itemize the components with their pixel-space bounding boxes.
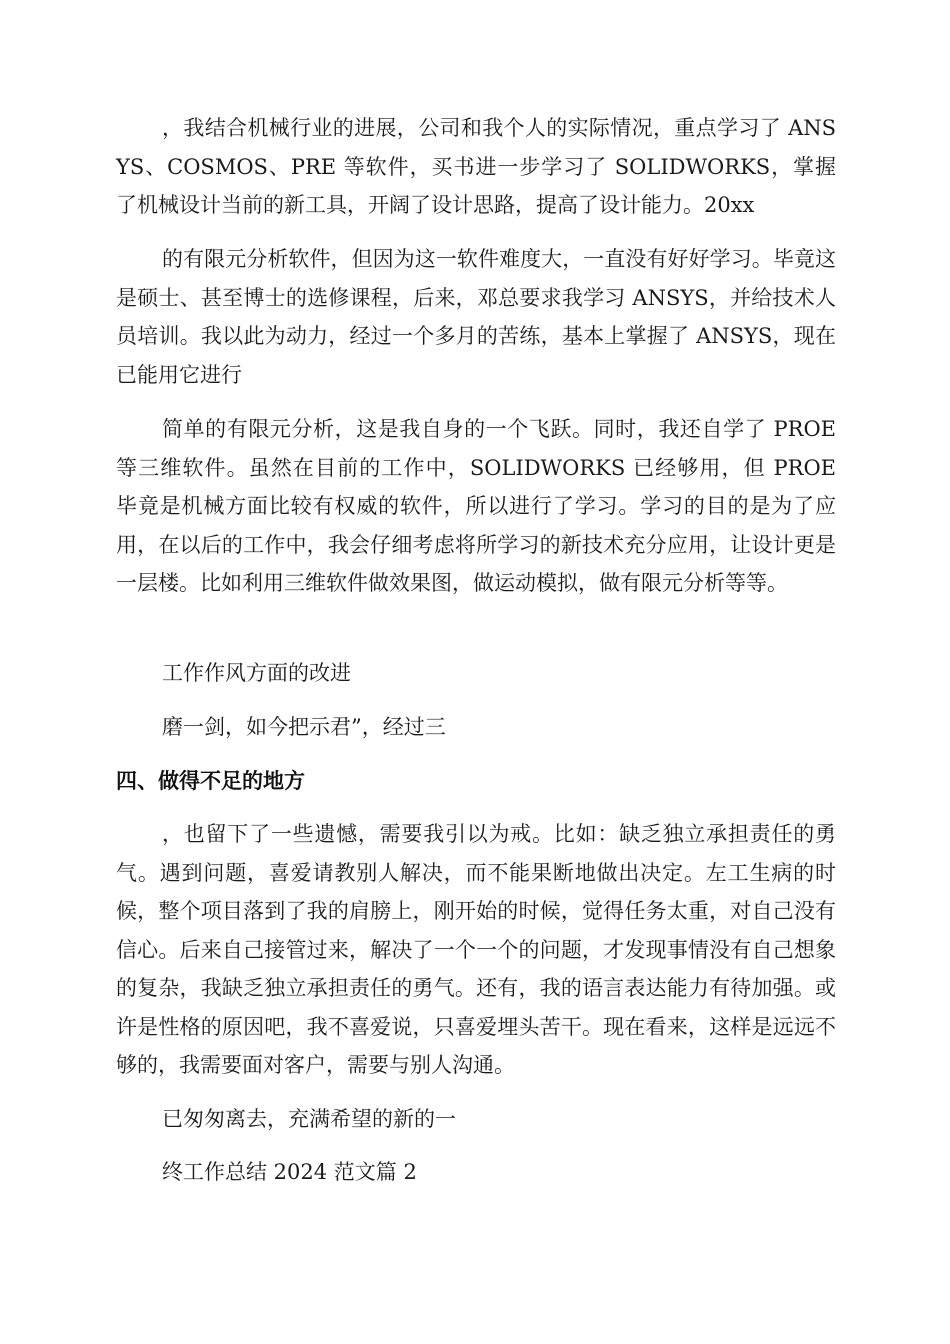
paragraph-software-learning: ，我结合机械行业的进展，公司和我个人的实际情况，重点学习了 ANSYS、COSMOS、PRE 等软件，买书进一步学习了 SOLIDWORKS，掌握了机械设计当前的新工具，开阔了设计思路，提高了设计能力。20xx: [116, 116, 836, 217]
section-heading-shortcomings: 四、做得不足的地方: [116, 769, 305, 793]
paragraph-sword-quote: 磨一剑，如今把示君”，经过三: [162, 715, 446, 739]
paragraph-ansys-study: 的有限元分析软件，但因为这一软件难度大，一直没有好好学习。毕竟这是硕士、甚至博士的选修课程，后来，邓总要求我学习 ANSYS，并给技术人员培训。我以此为动力，经过一个多月的苦练，基本上掌握了 ANSYS，现在已能用它进行: [116, 247, 836, 387]
paragraph-new-year: 已匆匆离去，充满希望的新的一: [162, 1107, 456, 1131]
paragraph-work-style: 工作作风方面的改进: [162, 661, 351, 685]
paragraph-summary-title: 终工作总结 2024 范文篇 2: [162, 1160, 417, 1184]
paragraph-proe-study: 简单的有限元分析，这是我自身的一个飞跃。同时，我还自学了 PROE 等三维软件。虽然在目前的工作中，SOLIDWORKS 已经够用，但 PROE 毕竟是机械方面比较有权威的软件，所以进行了学习。学习的目的是为了应用，在以后的工作中，我会仔细考虑将所学习的新技术充分应用，让设计更是一层楼。比如利用三维软件做效果图，做运动模拟，做有限元分析等等。: [116, 417, 836, 595]
paragraph-shortcomings: ，也留下了一些遗憾，需要我引以为戒。比如：缺乏独立承担责任的勇气。遇到问题，喜爱请教别人解决，而不能果断地做出决定。左工生病的时候，整个项目落到了我的肩膀上，刚开始的时候，觉得任务太重，对自己没有信心。后来自己接管过来，解决了一个一个的问题，才发现事情没有自己想象的复杂，我缺乏独立承担责任的勇气。还有，我的语言表达能力有待加强。或许是性格的原因吧，我不喜爱说，只喜爱埋头苦干。现在看来，这样是远远不够的，我需要面对客户，需要与别人沟通。: [116, 822, 836, 1077]
